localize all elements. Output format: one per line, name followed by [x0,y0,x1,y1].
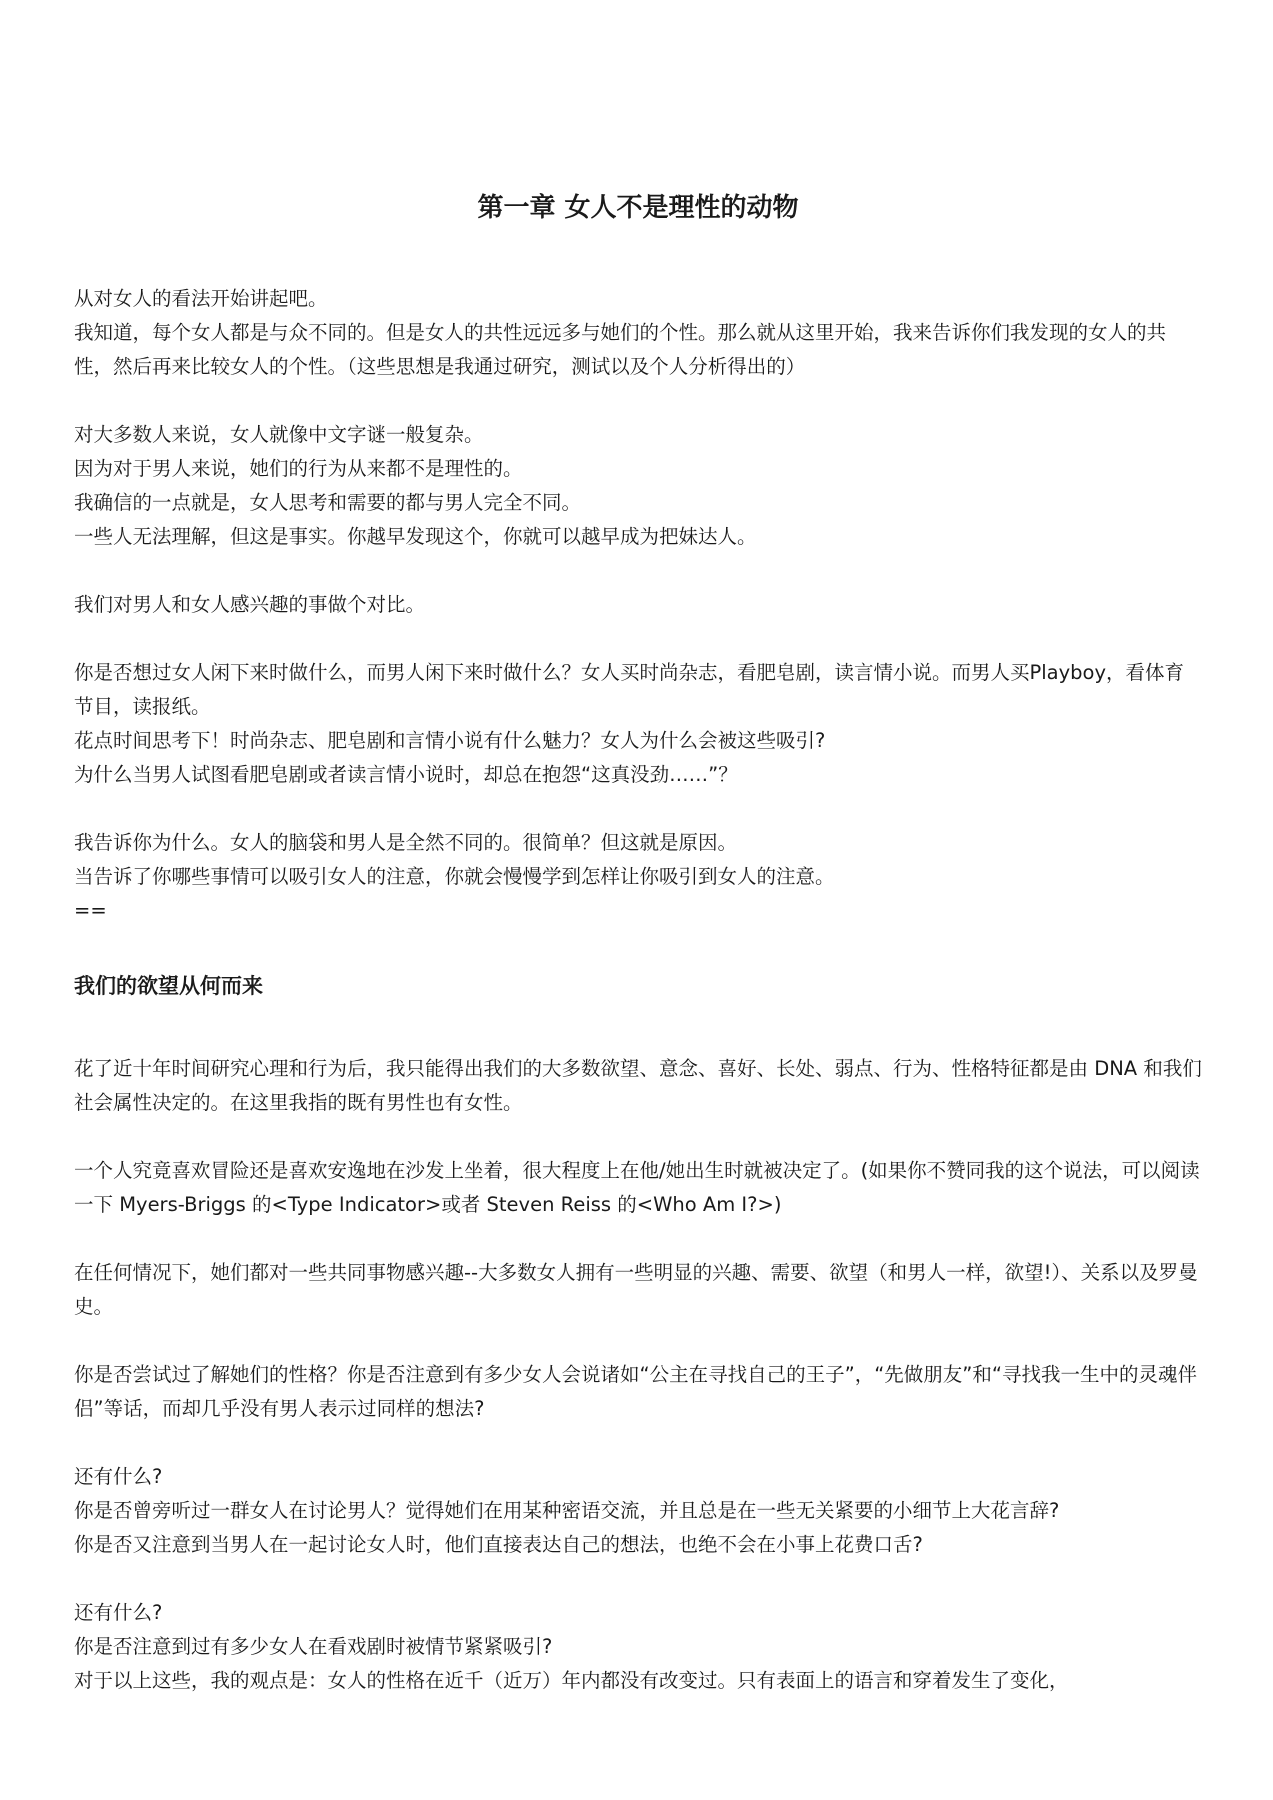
paragraph: 你是否注意到过有多少女人在看戏剧时被情节紧紧吸引? [74,1635,553,1658]
chapter-title: 第一章 女人不是理性的动物 [477,193,799,223]
paragraph: 花了近十年时间研究心理和行为后，我只能得出我们的大多数欲望、意念、喜好、长处、弱点、行为、性格特征都是由 DNA 和我们社会属性决定的。在这里我指的既有男性也有女性。 [74,1057,1202,1114]
paragraph: 我们对男人和女人感兴趣的事做个对比。 [74,593,426,616]
paragraph: 对大多数人来说，女人就像中文字谜一般复杂。 [74,423,484,446]
paragraph: 你是否想过女人闲下来时做什么，而男人闲下来时做什么？女人买时尚杂志，看肥皂剧，读言情小说。而男人买Playboy，看体育节目，读报纸。 [74,661,1185,718]
separator-text: == [74,899,107,922]
paragraph: 我确信的一点就是，女人思考和需要的都与男人完全不同。 [74,491,582,514]
paragraph: 对于以上这些，我的观点是：女人的性格在近千（近万）年内都没有改变过。只有表面上的语言和穿着发生了变化， [74,1669,1069,1692]
paragraph: 花点时间思考下！时尚杂志、肥皂剧和言情小说有什么魅力？女人为什么会被这些吸引? [74,729,826,752]
paragraph: 还有什么? [74,1465,163,1488]
paragraph: 一个人究竟喜欢冒险还是喜欢安逸地在沙发上坐着，很大程度上在他/她出生时就被决定了。(如果你不赞同我的这个说法，可以阅读一下 Myers-Briggs 的<Type Indicator>或者 Steven Reiss 的<Who Am I?>) [74,1159,1200,1216]
paragraph: 在任何情况下，她们都对一些共同事物感兴趣--大多数女人拥有一些明显的兴趣、需要、欲望（和男人一样，欲望!）、关系以及罗曼史。 [74,1261,1198,1318]
paragraph: 一些人无法理解，但这是事实。你越早发现这个，你就可以越早成为把妹达人。 [74,525,757,548]
paragraph: 我告诉你为什么。女人的脑袋和男人是全然不同的。很简单？但这就是原因。 [74,831,738,854]
document-body [74,282,1202,1698]
paragraph: 从对女人的看法开始讲起吧。 [74,287,328,310]
paragraph: 你是否尝试过了解她们的性格？你是否注意到有多少女人会说诸如“公主在寻找自己的王子”，“先做朋友”和“寻找我一生中的灵魂伴侣”等话，而却几乎没有男人表示过同样的想法? [74,1363,1198,1420]
paragraph: 为什么当男人试图看肥皂剧或者读言情小说时，却总在抱怨“这真没劲……”？ [74,763,738,786]
paragraph: 你是否曾旁听过一群女人在讨论男人？觉得她们在用某种密语交流，并且总是在一些无关紧要的小细节上大花言辞? [74,1499,1060,1522]
paragraph: 还有什么? [74,1601,163,1624]
paragraph: 我知道，每个女人都是与众不同的。但是女人的共性远远多与她们的个性。那么就从这里开始，我来告诉你们我发现的女人的共性，然后再来比较女人的个性。（这些思想是我通过研究，测试以及个人分析得出的） [74,321,1167,378]
paragraph: 因为对于男人来说，她们的行为从来都不是理性的。 [74,457,523,480]
section-title: 我们的欲望从何而来 [74,974,263,998]
paragraph: 你是否又注意到当男人在一起讨论女人时，他们直接表达自己的想法，也绝不会在小事上花费口舌? [74,1533,923,1556]
paragraph: 当告诉了你哪些事情可以吸引女人的注意，你就会慢慢学到怎样让你吸引到女人的注意。 [74,865,835,888]
